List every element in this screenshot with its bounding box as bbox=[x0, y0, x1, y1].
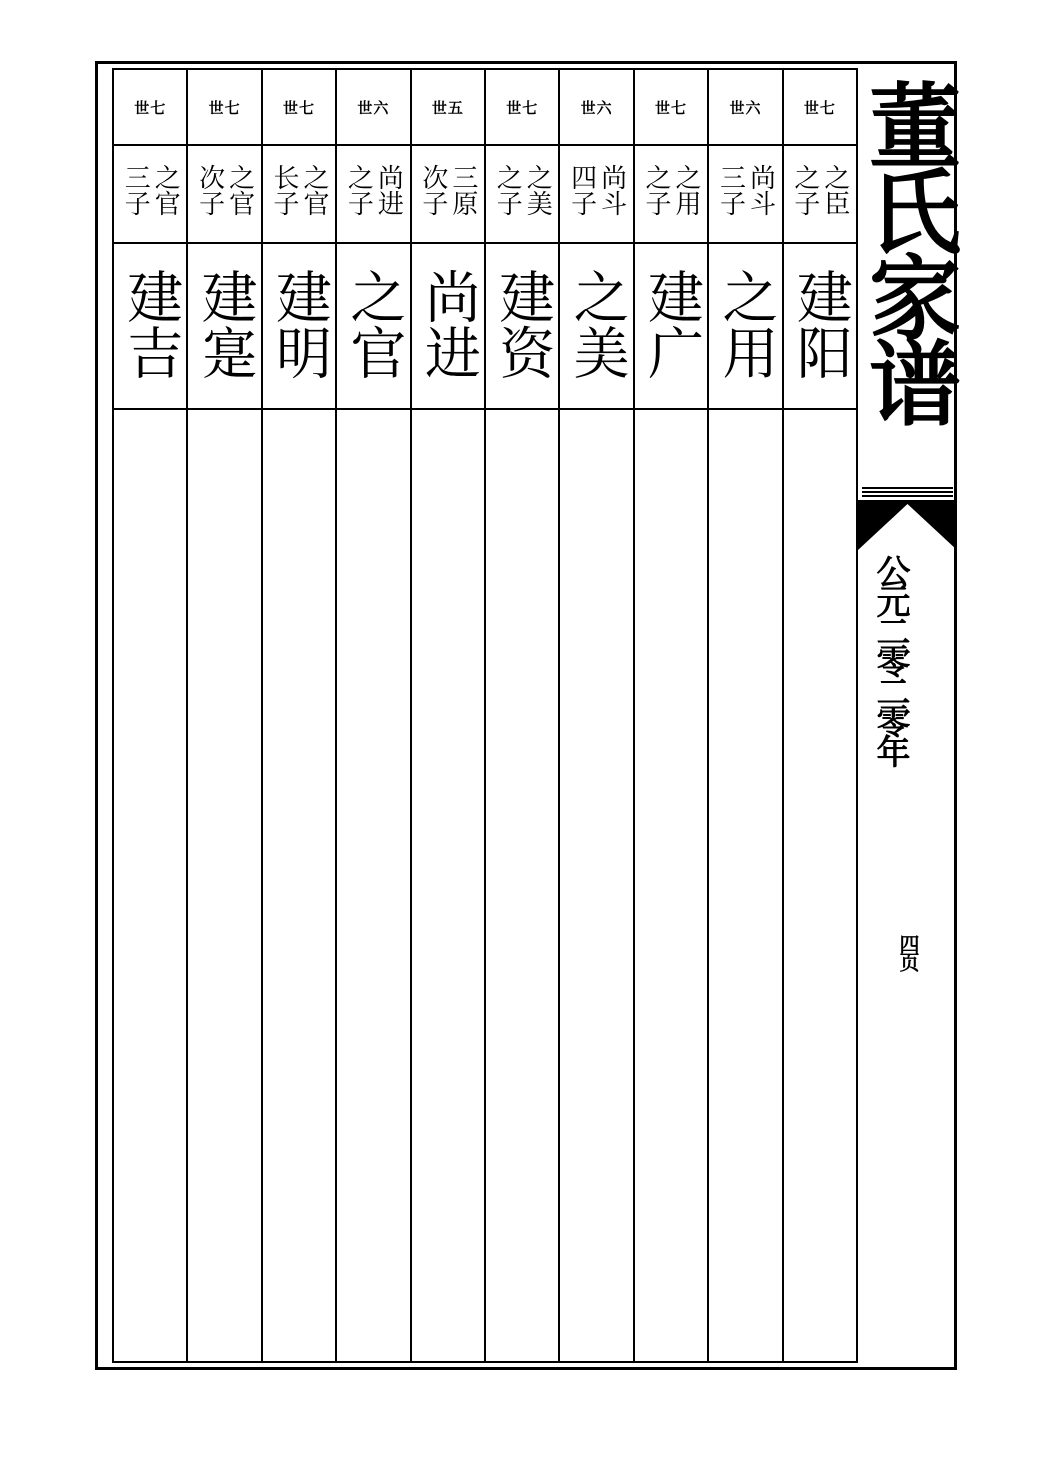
person-name: 建明 bbox=[267, 268, 333, 380]
generation-label: 世六 bbox=[560, 70, 632, 146]
name-cell bbox=[337, 244, 409, 410]
relation-label: 尚斗三子 bbox=[715, 164, 776, 216]
generation-label: 世七 bbox=[486, 70, 558, 146]
name-cell bbox=[263, 244, 335, 410]
relation-cell bbox=[486, 146, 558, 244]
person-name: 建阳 bbox=[787, 268, 853, 380]
name-cell bbox=[709, 244, 781, 410]
name-cell bbox=[188, 244, 260, 410]
notes-cell bbox=[412, 410, 484, 1361]
name-cell bbox=[784, 244, 856, 410]
generation-label: 世七 bbox=[263, 70, 335, 146]
generation-label: 世五 bbox=[412, 70, 484, 146]
person-name: 之美 bbox=[564, 268, 630, 380]
entry-column-3 bbox=[633, 70, 707, 1361]
relation-label: 尚斗四子 bbox=[566, 164, 627, 216]
relation-label: 之臣之子 bbox=[789, 164, 850, 216]
generation-label: 世七 bbox=[784, 70, 856, 146]
relation-cell bbox=[263, 146, 335, 244]
relation-cell bbox=[188, 146, 260, 244]
generation-label: 世七 bbox=[635, 70, 707, 146]
relation-cell bbox=[114, 146, 186, 244]
year-label: 公元二零二零年 bbox=[870, 554, 910, 764]
side-panel bbox=[854, 68, 962, 1363]
person-name: 建资 bbox=[490, 268, 556, 380]
notes-cell bbox=[337, 410, 409, 1361]
divider bbox=[862, 487, 953, 497]
person-name: 建吉 bbox=[118, 268, 184, 380]
person-name: 建广 bbox=[639, 268, 705, 380]
notes-cell bbox=[784, 410, 856, 1361]
generation-label: 世六 bbox=[337, 70, 409, 146]
relation-label: 之官长子 bbox=[269, 164, 330, 216]
entry-column-2 bbox=[707, 70, 781, 1361]
entry-column-8 bbox=[261, 70, 335, 1361]
relation-label: 尚进之子 bbox=[343, 164, 404, 216]
person-name: 之用 bbox=[713, 268, 779, 380]
name-cell bbox=[412, 244, 484, 410]
relation-cell bbox=[709, 146, 781, 244]
relation-cell bbox=[635, 146, 707, 244]
person-name: 建寔 bbox=[192, 268, 258, 380]
relation-label: 之官三子 bbox=[120, 164, 181, 216]
notes-cell bbox=[114, 410, 186, 1361]
relation-label: 之官次子 bbox=[194, 164, 255, 216]
page-number: 四页 bbox=[896, 934, 920, 970]
person-name: 之官 bbox=[341, 268, 407, 380]
notes-cell bbox=[188, 410, 260, 1361]
relation-cell bbox=[784, 146, 856, 244]
entry-column-1 bbox=[782, 70, 856, 1361]
fishtail-ornament bbox=[858, 500, 957, 550]
entry-column-4 bbox=[558, 70, 632, 1361]
name-cell bbox=[114, 244, 186, 410]
name-cell bbox=[635, 244, 707, 410]
relation-cell bbox=[412, 146, 484, 244]
name-cell bbox=[486, 244, 558, 410]
notes-cell bbox=[560, 410, 632, 1361]
entry-column-5 bbox=[484, 70, 558, 1361]
entry-column-6 bbox=[410, 70, 484, 1361]
entry-column-10 bbox=[114, 70, 186, 1361]
generation-label: 世七 bbox=[188, 70, 260, 146]
notes-cell bbox=[709, 410, 781, 1361]
generation-label: 世七 bbox=[114, 70, 186, 146]
notes-cell bbox=[486, 410, 558, 1361]
relation-label: 三原次子 bbox=[417, 164, 478, 216]
relation-cell bbox=[560, 146, 632, 244]
relation-label: 之用之子 bbox=[641, 164, 702, 216]
person-name: 尚进 bbox=[415, 268, 481, 380]
name-cell bbox=[560, 244, 632, 410]
relation-cell bbox=[337, 146, 409, 244]
notes-cell bbox=[635, 410, 707, 1361]
entry-column-9 bbox=[186, 70, 260, 1361]
relation-label: 之美之子 bbox=[492, 164, 553, 216]
entry-column-7 bbox=[335, 70, 409, 1361]
genealogy-table bbox=[112, 68, 858, 1363]
book-title: 董氏家谱 bbox=[854, 78, 962, 422]
notes-cell bbox=[263, 410, 335, 1361]
generation-label: 世六 bbox=[709, 70, 781, 146]
